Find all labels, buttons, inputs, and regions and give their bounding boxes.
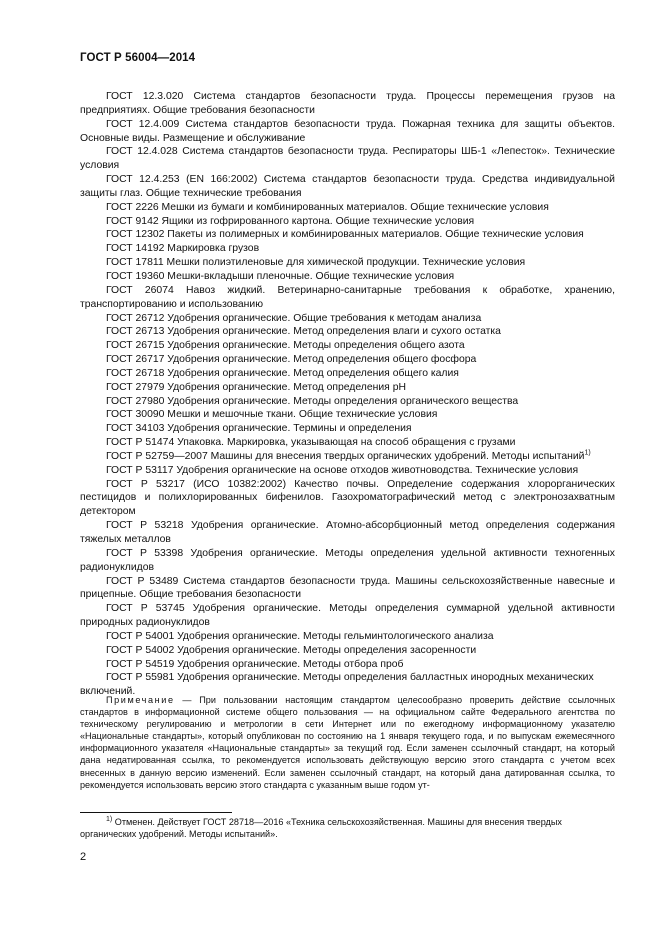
- reference-text: ГОСТ 27979 Удобрения органические. Метод определения pH: [106, 381, 406, 393]
- reference-item: [80, 478, 615, 520]
- reference-item: [80, 90, 615, 118]
- reference-item: [80, 145, 615, 173]
- reference-item: [80, 353, 615, 367]
- reference-item: [80, 422, 615, 436]
- reference-item: [80, 215, 615, 229]
- reference-item: [80, 325, 615, 339]
- reference-text: ГОСТ Р 53398 Удобрения органические. Методы определения удельной активности техногенных радионуклидов: [80, 547, 615, 573]
- reference-item: [80, 450, 615, 464]
- reference-text: ГОСТ 26715 Удобрения органические. Методы определения общего азота: [106, 340, 465, 352]
- reference-text: ГОСТ Р 54519 Удобрения органические. Методы отбора проб: [106, 658, 404, 670]
- reference-text: ГОСТ 27980 Удобрения органические. Методы определения органического вещества: [106, 395, 519, 407]
- reference-item: [80, 547, 615, 575]
- footnote-divider: [80, 812, 232, 813]
- reference-item: [80, 228, 615, 242]
- note-text: — При пользовании настоящим стандартом целесообразно проверить действие ссылочных стандартов в информационной системе общего пользования — на официальном сайте Федерального агентства по техническому регулированию и метрологии в сети Интернет или по ежегодному информационному указателю «Национальные стандарты», который опубликован по состоянию на 1 января текущего года, и по выпускам ежемесячного информационного указателя «Национальные стандарты» за текущий год. Если заменен ссылочный стандарт, на который дана недатированная ссылка, то рекомендуется использовать действующую версию этого стандарта с учетом всех внесенных в данную версию изменений. Если заменен ссылочный стандарт, на который дана датированная ссылка, то рекомендуется использовать версию этого стандарта с указанным выше годом ут-: [80, 695, 615, 790]
- reference-text: ГОСТ 26718 Удобрения органические. Метод определения общего калия: [106, 367, 459, 379]
- reference-text: ГОСТ 2226 Мешки из бумаги и комбинированных материалов. Общие технические условия: [106, 201, 549, 213]
- reference-item: [80, 201, 615, 215]
- reference-item: [80, 339, 615, 353]
- reference-item: [80, 519, 615, 547]
- reference-item: [80, 575, 615, 603]
- reference-item: [80, 644, 615, 658]
- reference-item: [80, 395, 615, 409]
- reference-text: ГОСТ 30090 Мешки и мешочные ткани. Общие технические условия: [106, 409, 438, 421]
- reference-text: ГОСТ 26712 Удобрения органические. Общие требования к методам анализа: [106, 312, 482, 324]
- reference-item: [80, 658, 615, 672]
- standard-header: ГОСТ Р 56004—2014: [80, 52, 196, 64]
- reference-text: ГОСТ 12.4.253 (EN 166:2002) Система стандартов безопасности труда. Средства индивидуальной защиты глаз. Общие технические требования: [80, 174, 615, 199]
- reference-item: [80, 173, 615, 201]
- reference-text: ГОСТ 12.3.020 Система стандартов безопасности труда. Процессы перемещения грузов на предприятиях. Общие требования безопасности: [80, 91, 615, 116]
- reference-text: ГОСТ 14192 Маркировка грузов: [106, 243, 260, 255]
- reference-text: ГОСТ Р 54001 Удобрения органические. Методы гельминтологического анализа: [106, 630, 494, 642]
- normative-references: [80, 90, 615, 699]
- reference-item: [80, 367, 615, 381]
- reference-text: ГОСТ 12302 Пакеты из полимерных и комбинированных материалов. Общие технические условия: [106, 229, 584, 241]
- reference-item: [80, 381, 615, 395]
- page-number: 2: [80, 851, 87, 863]
- reference-item: [80, 436, 615, 450]
- reference-text: ГОСТ 26717 Удобрения органические. Метод определения общего фосфора: [106, 354, 477, 366]
- reference-text: ГОСТ Р 53217 (ИСО 10382:2002) Качество почвы. Определение содержания хлорорганических пестицидов и полихлорированных бифенилов. Газохроматографический метод с электронозахватным детектором: [80, 478, 615, 518]
- note-label: Примечание: [106, 695, 175, 705]
- note-paragraph: [80, 694, 615, 791]
- reference-text: ГОСТ 34103 Удобрения органические. Термины и определения: [106, 423, 412, 435]
- reference-text: ГОСТ 26713 Удобрения органические. Метод определения влаги и сухого остатка: [106, 326, 501, 338]
- reference-text: ГОСТ 19360 Мешки-вкладыши пленочные. Общие технические условия: [106, 270, 455, 282]
- reference-item: [80, 408, 615, 422]
- reference-text: ГОСТ Р 53117 Удобрения органические на основе отходов животноводства. Технические условия: [106, 464, 579, 476]
- reference-text: ГОСТ Р 55981 Удобрения органические. Методы определения балластных инородных механических включений.: [80, 672, 594, 698]
- reference-item: [80, 602, 615, 630]
- reference-footnote-mark: 1): [584, 449, 591, 457]
- reference-item: [80, 630, 615, 644]
- reference-text: ГОСТ 17811 Мешки полиэтиленовые для химической продукции. Технические условия: [106, 257, 526, 269]
- reference-item: [80, 284, 615, 312]
- reference-item: [80, 256, 615, 270]
- footnote: [80, 816, 615, 840]
- reference-item: [80, 118, 615, 146]
- reference-text: ГОСТ 12.4.009 Система стандартов безопасности труда. Пожарная техника для защиты объектов. Основные виды. Размещение и обслуживание: [80, 118, 615, 144]
- reference-text: ГОСТ Р 53745 Удобрения органические. Методы определения суммарной удельной активности природных радионуклидов: [80, 603, 615, 629]
- reference-item: [80, 270, 615, 284]
- reference-text: ГОСТ 26074 Навоз жидкий. Ветеринарно-санитарные требования к обработке, хранению, транспортированию и использованию: [80, 284, 615, 310]
- reference-item: [80, 312, 615, 326]
- reference-text: ГОСТ Р 52759—2007 Машины для внесения твердых органических удобрений. Методы испытаний: [106, 450, 585, 462]
- reference-text: ГОСТ Р 53489 Система стандартов безопасности труда. Машины сельскохозяйственные навесные и прицепные. Общие требования безопасности: [80, 575, 615, 601]
- reference-text: ГОСТ Р 53218 Удобрения органические. Атомно-абсорбционный метод определения содержания тяжелых металлов: [80, 520, 615, 545]
- footnote-text: Отменен. Действует ГОСТ 28718—2016 «Техника сельскохозяйственная. Машины для внесения твердых органических удобрений. Методы испытаний».: [80, 817, 562, 839]
- footnote-mark: 1): [106, 815, 113, 823]
- reference-text: ГОСТ 12.4.028 Система стандартов безопасности труда. Респираторы ШБ-1 «Лепесток». Технические условия: [80, 146, 615, 172]
- reference-text: ГОСТ Р 51474 Упаковка. Маркировка, указывающая на способ обращения с грузами: [106, 437, 516, 449]
- reference-text: ГОСТ Р 54002 Удобрения органические. Методы определения засоренности: [106, 644, 477, 656]
- reference-text: ГОСТ 9142 Ящики из гофрированного картона. Общие технические условия: [106, 215, 475, 227]
- reference-item: [80, 464, 615, 478]
- reference-item: [80, 242, 615, 256]
